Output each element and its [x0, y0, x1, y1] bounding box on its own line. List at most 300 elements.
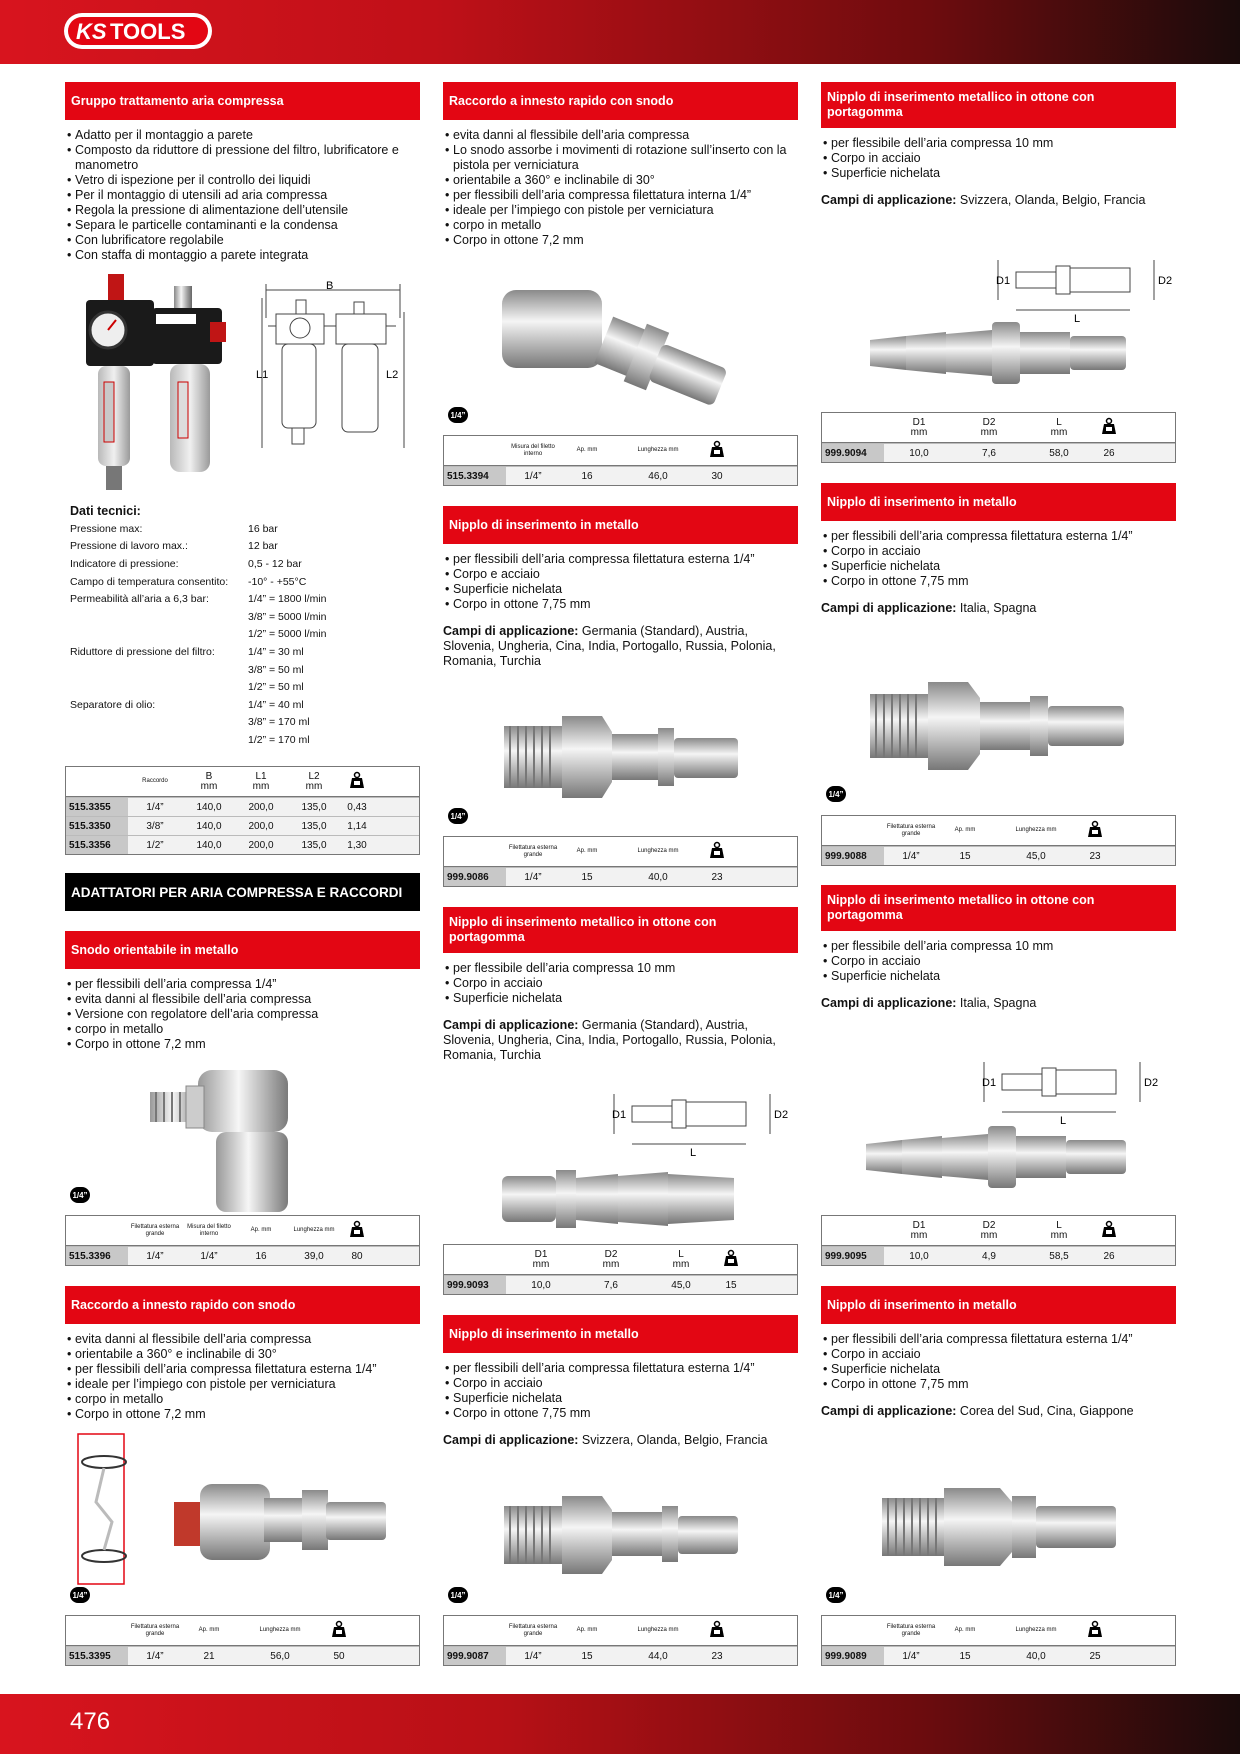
column-header-text: Lunghezza mm [637, 447, 679, 453]
section-title: Nipplo di inserimento metallico in ottone con portagomma [443, 907, 798, 953]
list-item: • corpo in metallo [65, 1022, 420, 1037]
column-header-text: L [1056, 1219, 1062, 1231]
column-header-text: Lunghezza mm [259, 1627, 301, 1633]
table-cell: 1/4” [902, 850, 920, 862]
table-cell: 45,0 [1026, 850, 1046, 862]
spec-label: Permeabilità all’aria a 6,3 bar: [70, 593, 209, 606]
column-header-text: mm [305, 780, 323, 792]
list-item: • Corpo e acciaio [443, 567, 798, 582]
weight-column-header [1080, 1621, 1110, 1640]
weight-icon [350, 1221, 364, 1237]
spec-value: 1/4” = 40 ml [248, 698, 304, 711]
table-row [66, 797, 419, 816]
dim-label-l: L [1074, 313, 1081, 325]
section-snodo [65, 931, 420, 1052]
feature-list [65, 977, 420, 1052]
list-item: • Regola la pressione di alimentazione dell’utensile [65, 203, 420, 218]
list-item: • Per il montaggio di utensili ad aria compressa [65, 188, 420, 203]
spec-value: 1/4” = 1800 l/min [248, 593, 327, 606]
list-item: • per flessibile dell’aria compressa 10 mm [821, 136, 1176, 151]
list-item: • per flessibili dell’aria compressa filettatura esterna 1/4” [443, 1361, 798, 1376]
dim-label-d1: D1 [996, 275, 1011, 287]
column-header-text: mm [672, 1258, 690, 1270]
dim-label-d1: D1 [982, 1077, 997, 1089]
weight-icon [710, 842, 724, 858]
spec-value: 3/8” = 50 ml [248, 663, 304, 676]
table-header [444, 837, 797, 867]
table-cell: 140,0 [196, 839, 222, 851]
table-cell: 25 [1089, 1650, 1101, 1662]
list-item: • Corpo in ottone 7,2 mm [65, 1407, 420, 1422]
table-cell: 46,0 [648, 470, 668, 482]
list-item: • Corpo in ottone 7,75 mm [821, 1377, 1176, 1392]
weight-column-header [324, 1621, 354, 1640]
list-item: • Corpo in ottone 7,75 mm [443, 597, 798, 612]
header-bar [0, 0, 1240, 64]
threaded-nipple-image [880, 1484, 1120, 1570]
column-header [992, 827, 1080, 834]
spec-row [70, 678, 370, 696]
table-cell: 26 [1103, 447, 1115, 459]
weight-column-header [1094, 418, 1124, 437]
spec-label: Riduttore di pressione del filtro: [70, 645, 215, 658]
threaded-nipple-image [868, 678, 1128, 774]
table-cell: 1/4” [524, 871, 542, 883]
column-header [182, 1224, 236, 1238]
article-code: 515.3394 [444, 467, 506, 485]
table-row [444, 1646, 797, 1665]
table-header [822, 413, 1175, 443]
section-nipplo-it [821, 483, 1176, 616]
table-cell: 58,5 [1049, 1250, 1069, 1262]
product-table-nipplo-ott-de [443, 1244, 798, 1295]
table-header [822, 816, 1175, 846]
table-cell: 1/4” [902, 1650, 920, 1662]
table-cell: 40,0 [1026, 1650, 1046, 1662]
dim-label-l1: L1 [256, 369, 269, 381]
column-header-text: mm [532, 1258, 550, 1270]
list-item: • per flessibili dell’aria compressa filettatura esterna 1/4” [821, 1332, 1176, 1347]
weight-icon [332, 1621, 346, 1637]
column-header-text: Misura del filetto interno [511, 443, 555, 457]
list-item: • Corpo in ottone 7,2 mm [65, 1037, 420, 1052]
dim-label-b: B [326, 280, 334, 292]
application-fields: Campi di applicazione: Germania (Standard), Austria, Slovenia, Ungheria, Cina, India, Portogallo, Russia, Polonia, Romania, Turchia [443, 624, 776, 668]
list-item: • Corpo in acciaio [443, 976, 798, 991]
column-header-text: Lunghezza mm [637, 848, 679, 854]
table-cell: 135,0 [301, 801, 327, 813]
column-header [954, 418, 1024, 438]
list-item: • Superficie nichelata [821, 969, 1176, 984]
dim-label-d2: D2 [774, 1109, 789, 1121]
list-item: • per flessibili dell’aria compressa filettatura esterna 1/4” [443, 552, 798, 567]
size-badge: 1/4” [448, 808, 468, 824]
list-item: • Superficie nichelata [821, 559, 1176, 574]
column-header-text: Ap. mm [576, 1627, 598, 1633]
column-header-text: Filettatura esterna grande [886, 1623, 936, 1637]
column-header [560, 848, 614, 855]
weight-icon [350, 772, 364, 788]
section-nipplo-de [443, 506, 798, 669]
weight-column-header [716, 1250, 746, 1269]
column-header-text: D2 [982, 416, 996, 428]
table-cell: 1/2” [146, 839, 164, 851]
article-code: 515.3395 [66, 1647, 128, 1665]
column-header-text: Filettatura esterna grande [130, 1623, 180, 1637]
table-cell: 23 [1089, 850, 1101, 862]
column-header [992, 1627, 1080, 1634]
product-table-nipplo-ott-it [821, 1215, 1176, 1266]
list-item: • Con staffa di montaggio a parete integrata [65, 248, 420, 263]
column-header-text: Lunghezza mm [1015, 1627, 1057, 1633]
size-badge: 1/4” [826, 1587, 846, 1603]
table-header [822, 1216, 1175, 1246]
section-title: Nipplo di inserimento in metallo [443, 506, 798, 544]
table-row [444, 1275, 797, 1294]
list-item: • per flessibili dell’aria compressa filettatura interna 1/4” [443, 188, 798, 203]
table-cell: 56,0 [270, 1650, 290, 1662]
application-fields: Campi di applicazione: Italia, Spagna [821, 601, 1037, 615]
column-header [938, 827, 992, 834]
hose-barb-nipple-image [866, 320, 1130, 386]
column-header [182, 1627, 236, 1634]
section-title: Gruppo trattamento aria compressa [65, 82, 420, 120]
application-fields: Campi di applicazione: Svizzera, Olanda, Belgio, Francia [821, 193, 1146, 207]
section-nipplo-kr [821, 1286, 1176, 1419]
section-title: Nipplo di inserimento metallico in ottone con portagomma [821, 885, 1176, 931]
column-header [286, 1227, 342, 1234]
column-header [884, 418, 954, 438]
column-header-text: Filettatura esterna grande [508, 844, 558, 858]
spec-value: -10° - +55°C [248, 575, 307, 588]
column-header-text: Misura del filetto interno [187, 1223, 231, 1237]
column-header [646, 1250, 716, 1270]
spec-row [70, 538, 370, 556]
section-raccordo1 [443, 82, 798, 248]
list-item: • per flessibili dell’aria compressa filettatura esterna 1/4” [821, 529, 1176, 544]
dim-label-d2: D2 [1144, 1077, 1159, 1089]
table-cell: 200,0 [248, 801, 274, 813]
column-header-text: mm [1050, 1229, 1068, 1241]
table-cell: 30 [711, 470, 723, 482]
table-header [66, 767, 419, 797]
section-title: Nipplo di inserimento in metallo [821, 483, 1176, 521]
spec-value: 1/2” = 170 ml [248, 733, 310, 746]
column-header [236, 772, 286, 792]
table-cell: 1/4” [524, 470, 542, 482]
column-header [506, 1624, 560, 1638]
column-header-text: mm [910, 426, 928, 438]
weight-column-header [342, 772, 372, 791]
feature-list [65, 128, 420, 263]
list-item: • orientabile a 360° e inclinabile di 30° [443, 173, 798, 188]
feature-list [821, 529, 1176, 589]
size-badge: 1/4” [448, 407, 468, 423]
spec-row [70, 520, 370, 538]
spec-row [70, 590, 370, 608]
column-header-text: mm [602, 1258, 620, 1270]
article-code: 515.3356 [66, 836, 128, 854]
application-fields: Campi di applicazione: Italia, Spagna [821, 996, 1037, 1010]
column-header-text: Ap. mm [576, 447, 598, 453]
list-item: • Superficie nichelata [821, 166, 1176, 181]
column-header-text: mm [1050, 426, 1068, 438]
dim-label-l: L [690, 1147, 697, 1159]
product-table-nipplo-de [443, 836, 798, 887]
list-item: • Lo snodo assorbe i movimenti di rotazione sull’inserto con la pistola per verniciatura [443, 143, 798, 173]
column-header-text: L1 [255, 770, 267, 782]
size-badge: 1/4” [826, 786, 846, 802]
spec-row [70, 608, 370, 626]
technical-data-title: Dati tecnici: [70, 504, 141, 518]
list-item: • per flessibile dell’aria compressa 10 mm [821, 939, 1176, 954]
feature-list [443, 552, 798, 612]
column-header-text: Lunghezza mm [293, 1227, 335, 1233]
section-raccordo2 [65, 1286, 420, 1422]
page-number: 476 [70, 1708, 111, 1735]
column-header-text: Ap. mm [250, 1227, 272, 1233]
column-header [1024, 1221, 1094, 1241]
spec-row [70, 661, 370, 679]
table-cell: 7,6 [982, 447, 996, 459]
table-cell: 50 [333, 1650, 345, 1662]
table-cell: 1/4” [146, 801, 164, 813]
table-row [822, 846, 1175, 865]
list-item: • Superficie nichelata [443, 991, 798, 1006]
list-item: • evita danni al flessibile dell’aria compressa [65, 992, 420, 1007]
list-item: • ideale per l’impiego con pistole per verniciatura [443, 203, 798, 218]
list-item: • per flessibili dell’aria compressa filettatura esterna 1/4” [65, 1362, 420, 1377]
column-header [938, 1627, 992, 1634]
article-code: 999.9089 [822, 1647, 884, 1665]
weight-column-header [1094, 1221, 1124, 1240]
article-code: 999.9087 [444, 1647, 506, 1665]
nipple-dimension-diagram [994, 250, 1179, 325]
list-item: • Corpo in ottone 7,75 mm [821, 574, 1176, 589]
list-item: • Con lubrificatore regolabile [65, 233, 420, 248]
table-cell: 140,0 [196, 820, 222, 832]
footer-bar [0, 1694, 1240, 1754]
list-item: • Separa le particelle contaminanti e la condensa [65, 218, 420, 233]
table-row [66, 816, 419, 835]
column-header [576, 1250, 646, 1270]
product-table-nipplo-kr [821, 1615, 1176, 1666]
column-header-text: B [205, 770, 213, 782]
table-cell: 1/4” [200, 1250, 218, 1262]
column-header [614, 1627, 702, 1634]
dim-label-l2: L2 [386, 369, 399, 381]
weight-column-header [702, 1621, 732, 1640]
table-cell: 26 [1103, 1250, 1115, 1262]
column-header [506, 1250, 576, 1270]
table-cell: 16 [255, 1250, 267, 1262]
table-cell: 15 [725, 1279, 737, 1291]
column-header [128, 778, 182, 785]
table-cell: 15 [959, 850, 971, 862]
technical-data [70, 504, 370, 749]
spec-value: 3/8” = 5000 l/min [248, 610, 327, 623]
table-cell: 10,0 [909, 447, 929, 459]
table-cell: 135,0 [301, 820, 327, 832]
column-header [560, 1627, 614, 1634]
column-header-text: Ap. mm [954, 1627, 976, 1633]
column-header [182, 772, 236, 792]
table-row [66, 1246, 419, 1265]
feature-list [821, 939, 1176, 984]
column-header [128, 1624, 182, 1638]
dim-label-d2: D2 [1158, 275, 1173, 287]
weight-icon [1088, 821, 1102, 837]
section-title: Raccordo a innesto rapido con snodo [443, 82, 798, 120]
list-item: • per flessibili dell’aria compressa 1/4” [65, 977, 420, 992]
table-cell: 80 [351, 1250, 363, 1262]
spec-row [70, 714, 370, 732]
table-row [444, 867, 797, 886]
spec-label: Separatore di olio: [70, 698, 156, 711]
table-cell: 23 [711, 1650, 723, 1662]
weight-icon [1102, 418, 1116, 434]
column-header-text: mm [980, 426, 998, 438]
article-code: 999.9086 [444, 868, 506, 886]
list-item: • Superficie nichelata [821, 1362, 1176, 1377]
product-table-raccordo1 [443, 435, 798, 486]
product-table-raccordo2 [65, 1615, 420, 1666]
column-header [286, 772, 342, 792]
spec-row [70, 626, 370, 644]
weight-column-header [702, 842, 732, 861]
weight-icon [1088, 1621, 1102, 1637]
column-header-text: mm [910, 1229, 928, 1241]
table-cell: 15 [581, 871, 593, 883]
list-item: • Vetro di ispezione per il controllo dei liquidi [65, 173, 420, 188]
list-item: • corpo in metallo [65, 1392, 420, 1407]
feature-list [65, 1332, 420, 1422]
column-header-text: Filettatura esterna grande [886, 823, 936, 837]
table-cell: 45,0 [671, 1279, 691, 1291]
product-table-nipplo-ch [443, 1615, 798, 1666]
list-item: • Superficie nichelata [443, 582, 798, 597]
column-header-text: D2 [982, 1219, 996, 1231]
spec-row [70, 696, 370, 714]
spec-value: 1/4” = 30 ml [248, 645, 304, 658]
spec-value: 1/2” = 5000 l/min [248, 628, 327, 641]
column-header [614, 447, 702, 454]
threaded-nipple-image [502, 712, 742, 802]
list-item: • Corpo in ottone 7,2 mm [443, 233, 798, 248]
article-code: 999.9094 [822, 444, 884, 462]
article-code: 999.9088 [822, 847, 884, 865]
table-cell: 23 [711, 871, 723, 883]
quick-coupler-swivel-image [492, 282, 742, 422]
column-header [884, 1221, 954, 1241]
table-cell: 1,14 [347, 820, 367, 832]
table-row [444, 466, 797, 485]
column-header-text: D2 [604, 1248, 618, 1260]
section-title: Nipplo di inserimento in metallo [443, 1315, 798, 1353]
size-badge: 1/4” [70, 1187, 90, 1203]
feature-list [821, 136, 1176, 181]
table-header [66, 1616, 419, 1646]
svg-text:KS: KS [76, 19, 107, 44]
filter-regulator-unit-image [78, 272, 238, 496]
column-header [884, 1624, 938, 1638]
weight-icon [710, 1621, 724, 1637]
nipple-dimension-diagram [610, 1084, 795, 1159]
column-header [236, 1627, 324, 1634]
table-row [66, 835, 419, 854]
list-item: • Versione con regolatore dell’aria compressa [65, 1007, 420, 1022]
column-header [614, 848, 702, 855]
table-header [444, 1616, 797, 1646]
column-header-text: D1 [912, 416, 926, 428]
dim-label-d1: D1 [612, 1109, 627, 1121]
hose-barb-nipple-image [498, 1164, 742, 1234]
column-header-text: L [678, 1248, 684, 1260]
table-cell: 10,0 [909, 1250, 929, 1262]
category-title: ADATTATORI PER ARIA COMPRESSA E RACCORDI [65, 873, 420, 911]
spec-label: Pressione di lavoro max.: [70, 540, 188, 553]
spec-value: 12 bar [248, 540, 278, 553]
table-cell: 135,0 [301, 839, 327, 851]
column-header-text: Lunghezza mm [637, 1627, 679, 1633]
list-item: • evita danni al flessibile dell’aria compressa [65, 1332, 420, 1347]
list-item: • Corpo in acciaio [821, 954, 1176, 969]
table-header [444, 1245, 797, 1275]
product-table-nipplo-ott-ch [821, 412, 1176, 463]
column-header-text: Filettatura esterna grande [130, 1223, 180, 1237]
column-header [506, 845, 560, 859]
column-header [884, 824, 938, 838]
article-code: 999.9093 [444, 1276, 506, 1294]
table-row [822, 1246, 1175, 1265]
section-nipplo-ott-ch [821, 82, 1176, 208]
column-header-text: D1 [912, 1219, 926, 1231]
list-item: • per flessibile dell’aria compressa 10 mm [443, 961, 798, 976]
spec-value: 16 bar [248, 522, 278, 535]
feature-list [821, 1332, 1176, 1392]
product-table-snodo [65, 1215, 420, 1266]
column-header-text: Ap. mm [954, 827, 976, 833]
column-header-text: L [1056, 416, 1062, 428]
article-code: 515.3396 [66, 1247, 128, 1265]
table-row [822, 443, 1175, 462]
column-header-text: Raccordo [142, 778, 168, 784]
list-item: • Corpo in acciaio [821, 151, 1176, 166]
spec-label: Indicatore di pressione: [70, 557, 179, 570]
list-item: • evita danni al flessibile dell’aria compressa [443, 128, 798, 143]
spec-value: 0,5 - 12 bar [248, 557, 302, 570]
spec-row [70, 573, 370, 591]
list-item: • ideale per l’impiego con pistole per verniciatura [65, 1377, 420, 1392]
spec-row [70, 555, 370, 573]
article-code: 999.9095 [822, 1247, 884, 1265]
table-cell: 140,0 [196, 801, 222, 813]
column-header-text: Filettatura esterna grande [508, 1623, 558, 1637]
section-title: Raccordo a innesto rapido con snodo [65, 1286, 420, 1324]
feature-list [443, 1361, 798, 1421]
product-table-nipplo-it [821, 815, 1176, 866]
article-code: 515.3355 [66, 798, 128, 816]
list-item: • Composto da riduttore di pressione del filtro, lubrificatore e manometro [65, 143, 420, 173]
hose-barb-nipple-image [862, 1124, 1130, 1190]
table-cell: 200,0 [248, 820, 274, 832]
column-header [1024, 418, 1094, 438]
column-header-text: Ap. mm [198, 1627, 220, 1633]
article-code: 515.3350 [66, 817, 128, 835]
column-header-text: D1 [534, 1248, 548, 1260]
list-item: • Corpo in acciaio [821, 544, 1176, 559]
column-header [236, 1227, 286, 1234]
